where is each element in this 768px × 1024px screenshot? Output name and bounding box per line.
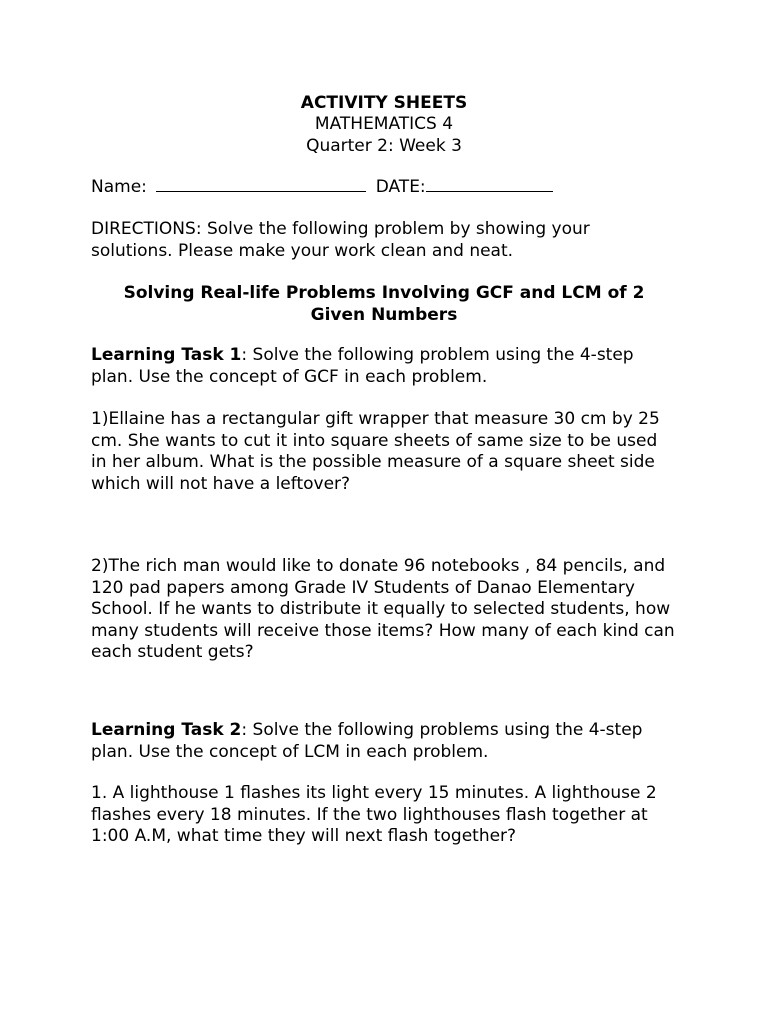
- task1-problem-2: 2)The rich man would like to donate 96 notebooks , 84 pencils, and 120 pad papers among Grade IV Students of Danao Elementary School. If he wants to distribute it equally to selected students, how many students will receive those items? How many of each kind can each student gets?: [91, 556, 675, 662]
- task2-instructions: [91, 720, 676, 763]
- name-blank[interactable]: [156, 177, 366, 192]
- task1-text: : Solve the following problem using the 4-step plan. Use the concept of GCF in each problem.: [91, 345, 634, 387]
- section-title-line-2: Given Numbers: [310, 304, 458, 325]
- task2-text: : Solve the following problems using the 4-step plan. Use the concept of LCM in each problem.: [91, 720, 643, 762]
- sheet-period: Quarter 2: Week 3: [306, 136, 462, 156]
- task1-problem-1: 1)Ellaine has a rectangular gift wrapper that measure 30 cm by 25 cm. She wants to cut it into square sheets of same size to be used in her album. What is the possible measure of a square sheet side which will not have a leftover?: [91, 409, 660, 494]
- sheet-title: ACTIVITY SHEETS: [300, 93, 468, 113]
- date-blank[interactable]: [426, 177, 553, 192]
- date-label: DATE:: [375, 177, 426, 197]
- task1-label: Learning Task 1: [91, 345, 242, 365]
- section-title: [84, 283, 684, 326]
- sheet-subject: MATHEMATICS 4: [314, 114, 454, 134]
- directions-text: DIRECTIONS: Solve the following problem by showing your solutions. Please make your work clean and neat.: [91, 219, 590, 261]
- name-date-line: [91, 177, 711, 199]
- name-label: Name:: [91, 177, 147, 197]
- task1-instructions: [91, 345, 671, 388]
- section-title-line-1: Solving Real-life Problems Involving GCF and LCM of 2: [123, 283, 645, 303]
- task2-problem-1: 1. A lighthouse 1 flashes its light every 15 minutes. A lighthouse 2 flashes every 18 minutes. If the two lighthouses flash together at 1:00 A.M, what time they will next flash together?: [91, 783, 657, 846]
- task2-label: Learning Task 2: [91, 720, 242, 740]
